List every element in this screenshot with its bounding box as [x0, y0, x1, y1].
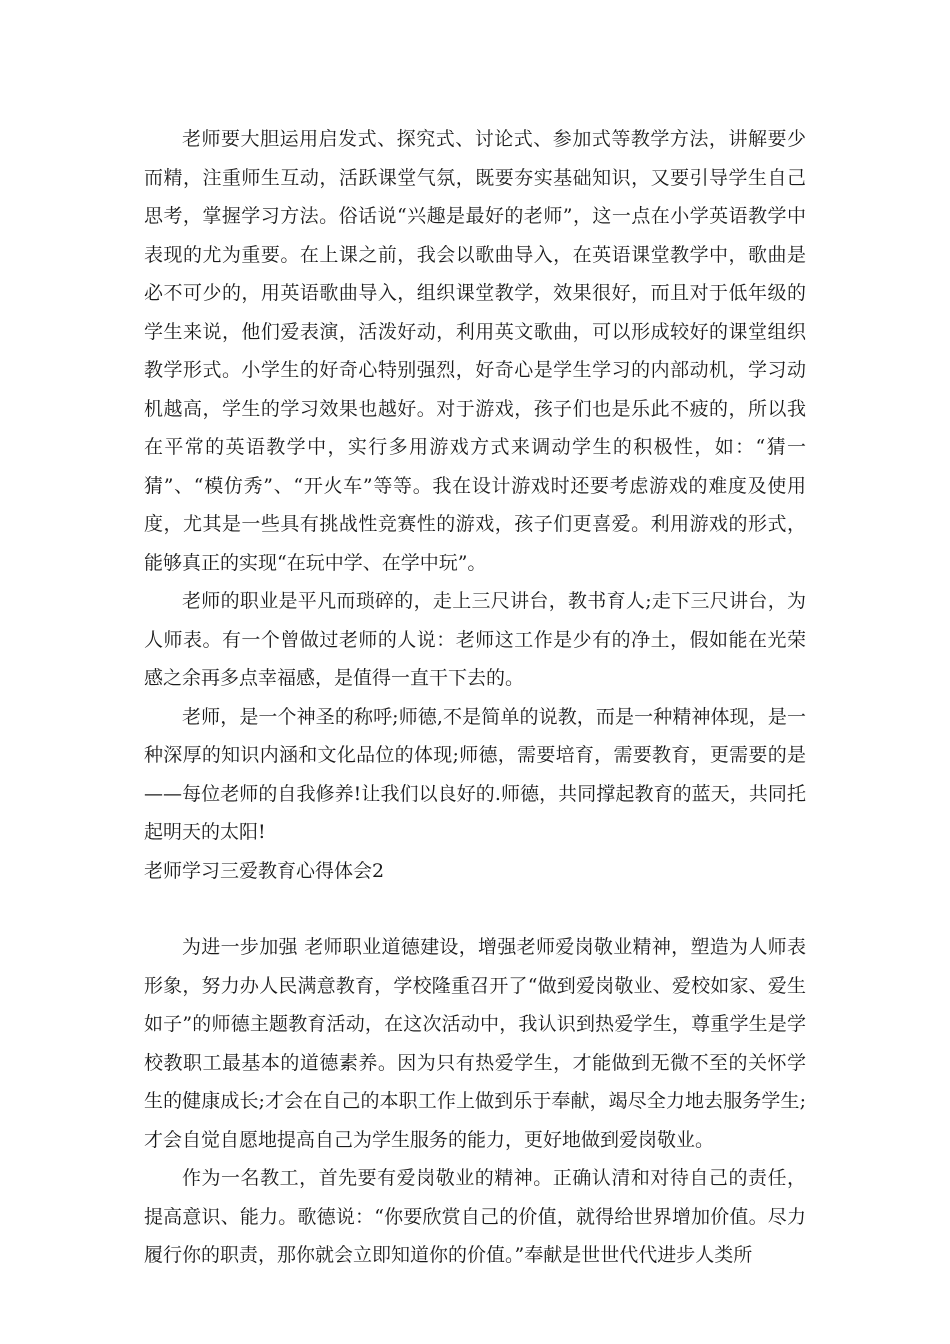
paragraph-dedication: 作为一名教工，首先要有爱岗敬业的精神。正确认清和对待自己的责任，提高意识、能力。歌德说：“你要欣赏自己的价值，就得给世界增加价值。尽力履行你的职责，那你就会立即知道你的价值。”奉献是世世代代进步人类所 — [144, 1167, 806, 1266]
section-title: 老师学习三爱教育心得体会2 — [144, 859, 385, 882]
paragraph-ethics-campaign: 为进一步加强 老师职业道德建设，增强老师爱岗敬业精神，塑造为人师表形象，努力办人民满意教育，学校隆重召开了“做到爱岗敬业、爱校如家、爱生如子”的师德主题教育活动，在这次活动中，我认识到热爱学生，尊重学生是学校教职工最基本的道德素养。因为只有热爱学生，才能做到无微不至的关怀学生的健康成长;才会在自己的本职工作上做到乐于奉献，竭尽全力地去服务学生;才会自觉自愿地提高自己为学生服务的能力，更好地做到爱岗敬业。 — [144, 936, 806, 1151]
blank-line — [144, 890, 806, 928]
document-body — [144, 120, 806, 1275]
paragraph-teaching-methods: 老师要大胆运用启发式、探究式、讨论式、参加式等教学方法，讲解要少而精，注重师生互动，活跃课堂气氛，既要夯实基础知识，又要引导学生自己思考，掌握学习方法。俗话说“兴趣是最好的老师”，这一点在小学英语教学中表现的尤为重要。在上课之前，我会以歌曲导入，在英语课堂教学中，歌曲是必不可少的，用英语歌曲导入，组织课堂教学，效果很好，而且对于低年级的学生来说，他们爱表演，活泼好动，利用英文歌曲，可以形成较好的课堂组织教学形式。小学生的好奇心特别强烈，好奇心是学生学习的内部动机，学习动机越高，学生的学习效果也越好。对于游戏，孩子们也是乐此不疲的，所以我在平常的英语教学中，实行多用游戏方式来调动学生的积极性，如：“猜一猜”、“模仿秀”、“开火车”等等。我在设计游戏时还要考虑游戏的难度及使用度，尤其是一些具有挑战性竞赛性的游戏，孩子们更喜爱。利用游戏的形式，能够真正的实现“在玩中学、在学中玩”。 — [144, 128, 806, 574]
paragraph-teacher-profession: 老师的职业是平凡而琐碎的，走上三尺讲台，教书育人;走下三尺讲台，为人师表。有一个曾做过老师的人说：老师这工作是少有的净土，假如能在光荣感之余再多点幸福感，是值得一直干下去的。 — [144, 590, 806, 689]
paragraph-teacher-ethics: 老师，是一个神圣的称呼;师德,不是简单的说教，而是一种精神体现，是一种深厚的知识内涵和文化品位的体现;师德，需要培育，需要教育，更需要的是——每位老师的自我修养!让我们以良好的.师德，共同撑起教育的蓝天，共同托起明天的太阳! — [144, 705, 806, 843]
